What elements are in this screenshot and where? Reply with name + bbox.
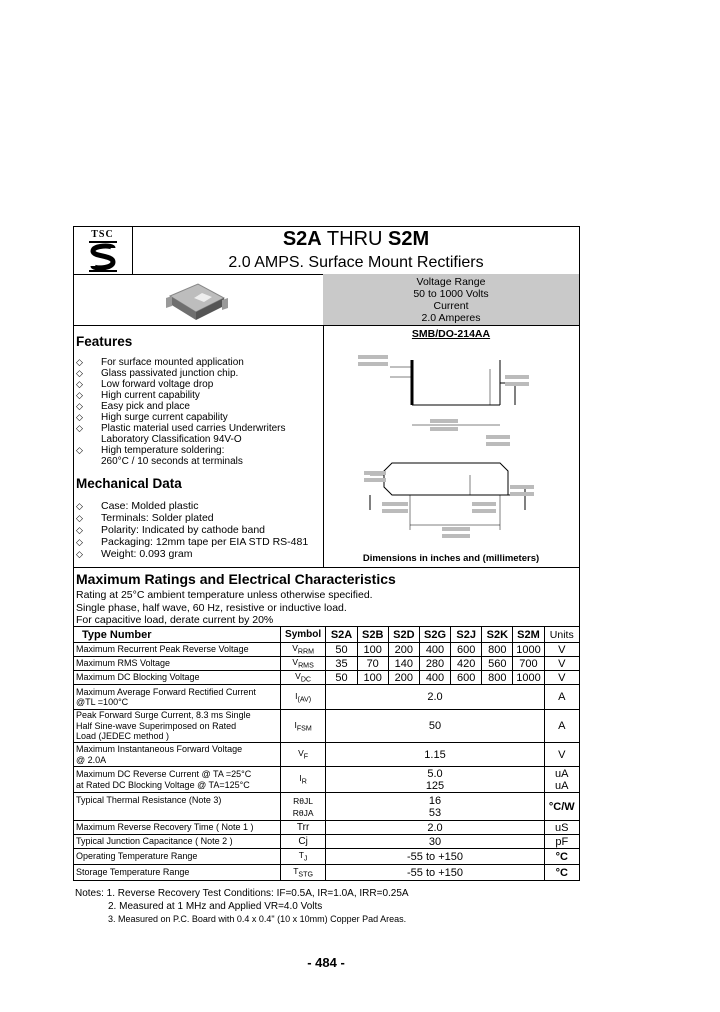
title-part-2: S2M <box>388 228 430 250</box>
diamond-bullet-icon: ◇ <box>76 445 83 455</box>
arrow-bullet-icon: ◇ <box>76 525 83 535</box>
spec-box <box>323 274 579 325</box>
table-row: Maximum Recurrent Peak Reverse Voltage $V_{RRM}$ 50 100 200 400 600 800 1000 V <box>74 643 580 657</box>
list-item: ◇ Terminals: Solder plated <box>76 512 214 524</box>
diamond-bullet-icon: ◇ <box>76 379 83 389</box>
dimension-drawing <box>350 345 570 545</box>
ratings-divider <box>73 567 580 568</box>
list-item: ◇ High surge current capability <box>76 412 228 423</box>
diamond-bullet-icon: ◇ <box>76 412 83 422</box>
table-row: Operating Temperature Range $T_J$ -55 to +150 °C <box>74 849 580 865</box>
table-row: Maximum Average Forward Rectified Current @TL =100°C $I_{(AV)}$ 2.0 A <box>74 685 580 710</box>
page-title <box>132 228 580 251</box>
note-3: 3. Measured on P.C. Board with 0.4 x 0.4" (10 x 10mm) Copper Pad Areas. <box>108 914 407 924</box>
table-row: Peak Forward Surge Current, 8.3 ms Single Half Sine-wave Superimposed on Rated Load (JEDEC method ) $I_{FSM}$ 50 A <box>74 710 580 743</box>
list-item: ◇ For surface mounted application <box>76 357 244 368</box>
current-value: 2.0 Amperes <box>421 312 481 324</box>
company-logo <box>73 226 133 274</box>
page-number: - 484 - <box>307 955 345 970</box>
table-header-row <box>74 627 580 643</box>
diamond-bullet-icon: ◇ <box>76 368 83 378</box>
header-s2k: S2K <box>482 627 513 643</box>
list-item: ◇ High temperature soldering: 260°C / 10 seconds at terminals <box>76 445 243 467</box>
package-name: SMB/DO-214AA <box>411 328 491 340</box>
diamond-bullet-icon: ◇ <box>76 390 83 400</box>
ratings-intro-3: For capacitive load, derate current by 20% <box>76 614 274 626</box>
table-row: Typical Thermal Resistance (Note 3) RθJL RθJA 16 53 °C/W <box>74 793 580 821</box>
header-s2g: S2G <box>419 627 450 643</box>
header-s2m: S2M <box>513 627 544 643</box>
mechanical-title: Mechanical Data <box>76 476 182 491</box>
table-row: Maximum DC Reverse Current @ TA =25°C at Rated DC Blocking Voltage @ TA=125°C $I_R$ 5.0 125 uA uA <box>74 767 580 793</box>
arrow-bullet-icon: ◇ <box>76 501 83 511</box>
list-item: ◇ Polarity: Indicated by cathode band <box>76 524 266 536</box>
package-divider <box>73 325 580 326</box>
header-type-number: Type Number <box>74 627 281 643</box>
voltage-range-label: Voltage Range <box>416 276 486 288</box>
logo-text: TSC <box>91 229 114 240</box>
current-label: Current <box>433 300 469 312</box>
page-subtitle: 2.0 AMPS. Surface Mount Rectifiers <box>228 254 484 271</box>
list-item: ◇ Weight: 0.093 gram <box>76 548 193 560</box>
list-item: ◇ High current capability <box>76 390 200 401</box>
voltage-range-value: 50 to 1000 Volts <box>413 288 489 300</box>
arrow-bullet-icon: ◇ <box>76 513 83 523</box>
package-photo <box>162 282 232 322</box>
arrow-bullet-icon: ◇ <box>76 537 83 547</box>
ratings-table <box>73 626 580 881</box>
header-symbol: Symbol <box>280 627 326 643</box>
header-s2b: S2B <box>357 627 388 643</box>
list-item: ◇ Glass passivated junction chip. <box>76 368 239 379</box>
header-s2j: S2J <box>451 627 482 643</box>
ratings-intro-1: Rating at 25°C ambient temperature unless otherwise specified. <box>76 589 373 601</box>
title-part-1: S2A <box>282 228 322 250</box>
dimension-caption: Dimensions in inches and (millimeters) <box>362 553 540 564</box>
list-item: ◇ Low forward voltage drop <box>76 379 214 390</box>
list-item: ◇ Case: Molded plastic <box>76 500 199 512</box>
table-row: Maximum RMS Voltage $V_{RMS}$ 35 70 140 280 420 560 700 V <box>74 657 580 671</box>
table-row: Maximum Instantaneous Forward Voltage @ 2.0A $V_F$ 1.15 V <box>74 743 580 767</box>
mechanical-list <box>76 500 308 560</box>
frame-top <box>73 226 580 227</box>
table-row: Typical Junction Capacitance ( Note 2 ) Cj 30 pF <box>74 835 580 849</box>
header-units: Units <box>544 627 579 643</box>
note-1: Notes: 1. Reverse Recovery Test Conditions: IF=0.5A, IR=1.0A, IRR=0.25A <box>75 888 409 899</box>
table-row: Storage Temperature Range $T_{STG}$ -55 to +150 °C <box>74 865 580 881</box>
ratings-title: Maximum Ratings and Electrical Characteristics <box>76 571 396 587</box>
table-row: Maximum Reverse Recovery Time ( Note 1 ) Trr 2.0 uS <box>74 821 580 835</box>
arrow-bullet-icon: ◇ <box>76 549 83 559</box>
list-item: ◇ Packaging: 12mm tape per EIA STD RS-481 <box>76 536 309 548</box>
table-row: Maximum DC Blocking Voltage $V_{DC}$ 50 100 200 400 600 800 1000 V <box>74 671 580 685</box>
header-s2d: S2D <box>388 627 419 643</box>
frame-right <box>579 226 580 626</box>
ratings-intro-2: Single phase, half wave, 60 Hz, resistive or inductive load. <box>76 602 347 614</box>
list-item: ◇ Plastic material used carries Underwriters Laboratory Classification 94V-O <box>76 423 286 445</box>
title-thru: THRU <box>321 228 389 250</box>
note-2: 2. Measured at 1 MHz and Applied VR=4.0 Volts <box>108 901 323 912</box>
header-s2a: S2A <box>326 627 357 643</box>
list-item: ◇ Easy pick and place <box>76 401 190 412</box>
frame-left <box>73 226 74 626</box>
diamond-bullet-icon: ◇ <box>76 423 83 433</box>
features-list <box>76 357 286 467</box>
features-title: Features <box>76 334 133 349</box>
diamond-bullet-icon: ◇ <box>76 401 83 411</box>
diamond-bullet-icon: ◇ <box>76 357 83 367</box>
logo-symbol-icon <box>73 240 132 274</box>
